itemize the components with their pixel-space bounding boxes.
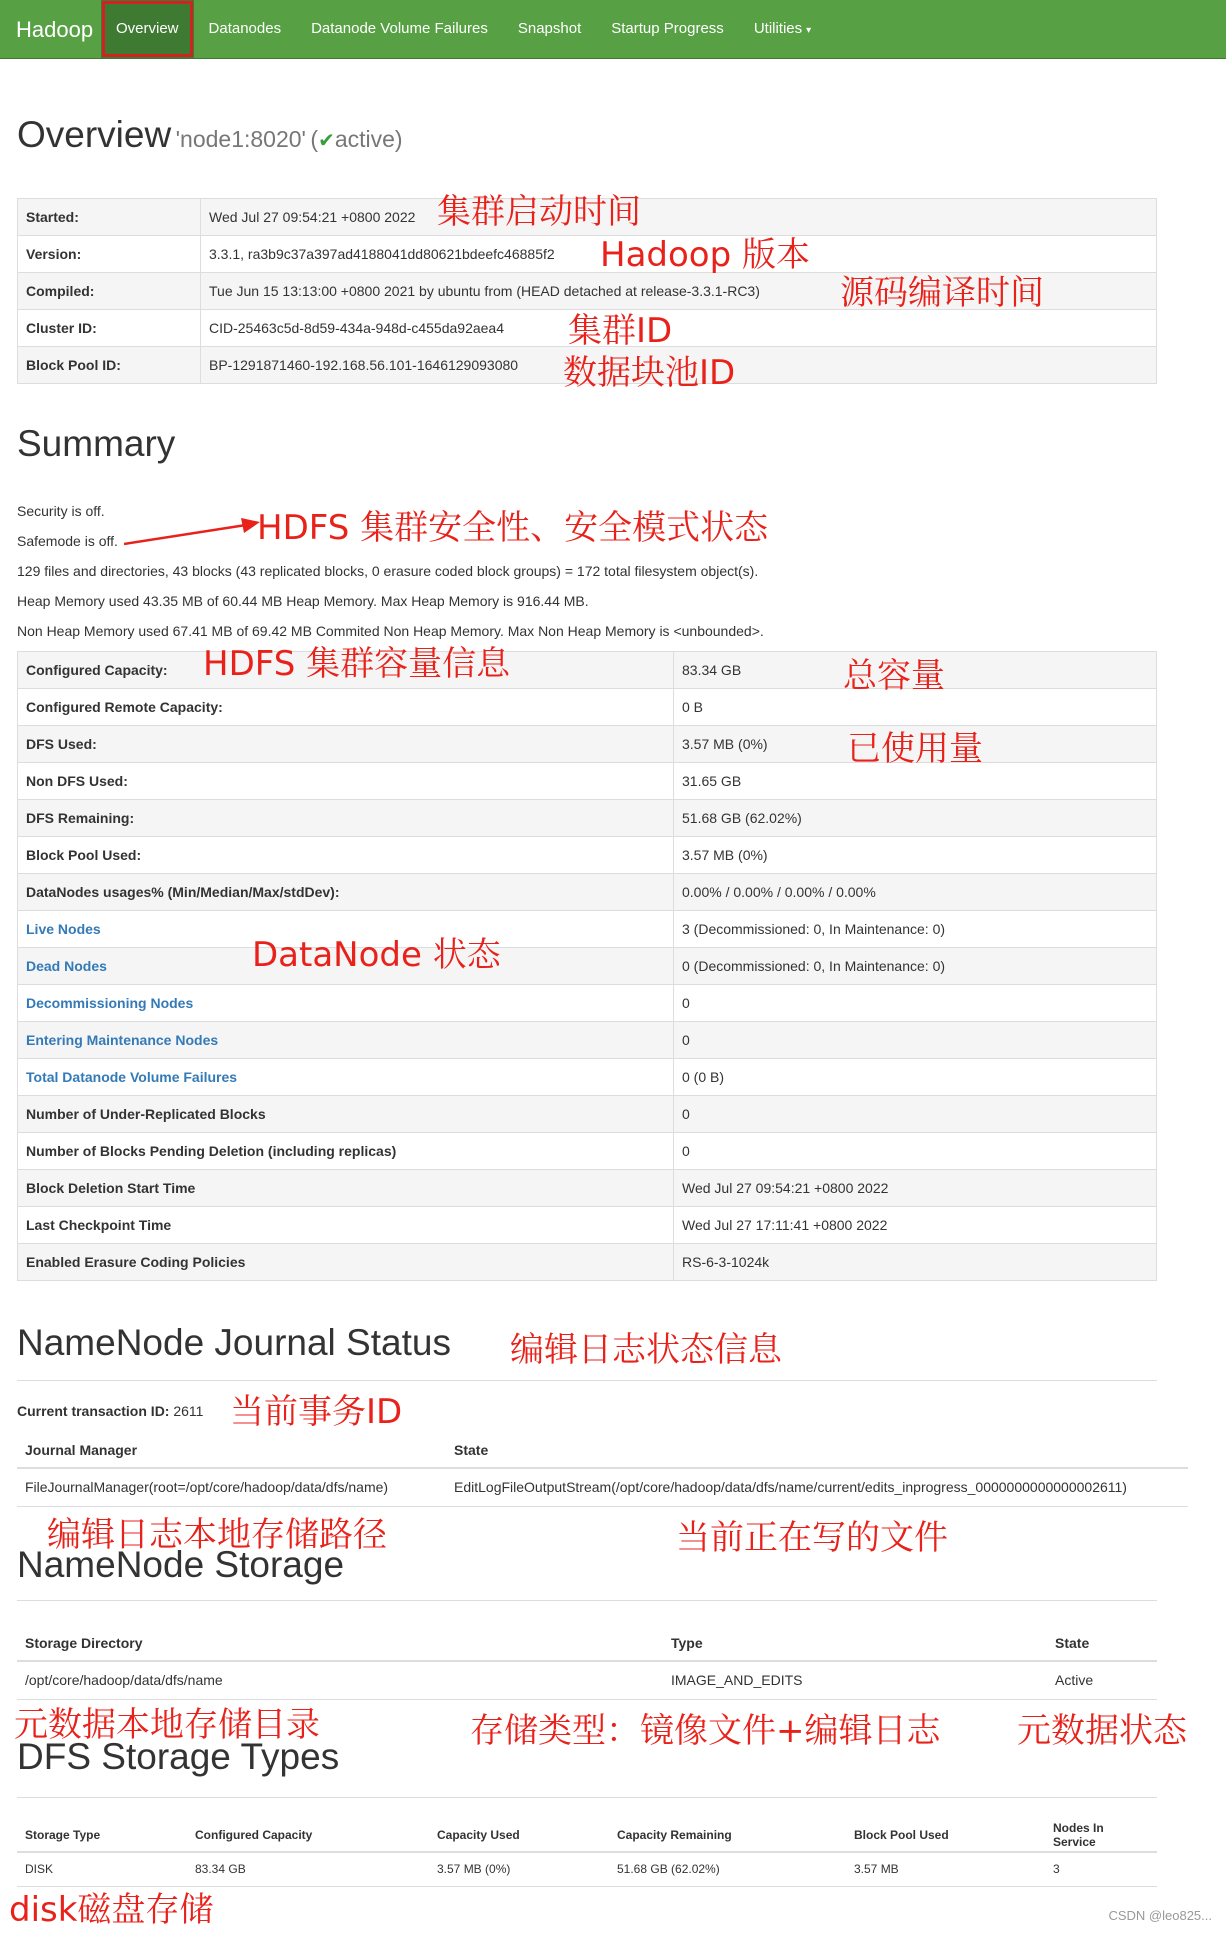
storage-table <box>17 1625 1157 1700</box>
annotation-storage-type: 存储类型：镜像文件+编辑日志 <box>470 1711 941 1751</box>
col-block-pool-used: Block Pool Used <box>854 1827 949 1842</box>
tab-overview[interactable]: Overview <box>101 0 194 58</box>
row-value: 0 (Decommissioned: 0, In Maintenance: 0) <box>674 948 1157 985</box>
row-value: RS-6-3-1024k <box>674 1244 1157 1281</box>
table-row <box>18 1170 1157 1207</box>
row-label: Number of Under-Replicated Blocks <box>18 1096 674 1133</box>
row-label: DFS Used: <box>18 726 674 763</box>
security-status: Security is off. <box>17 503 105 519</box>
storage-type-cell: IMAGE_AND_EDITS <box>671 1672 803 1689</box>
table-row <box>18 1096 1157 1133</box>
annotation-journal: 编辑日志状态信息 <box>510 1330 782 1370</box>
row-label: DFS Remaining: <box>18 800 674 837</box>
tab-startup-progress[interactable]: Startup Progress <box>611 20 724 37</box>
row-value: BP-1291871460-192.168.56.101-1646129093080 <box>201 347 1157 384</box>
arrow-icon <box>124 515 264 549</box>
node-status: active) <box>334 126 403 152</box>
annotation-started: 集群启动时间 <box>437 192 641 232</box>
col-storage-directory: Storage Directory <box>25 1634 143 1651</box>
row-label[interactable]: Dead Nodes <box>18 948 674 985</box>
row-value: 3.57 MB (0%) <box>674 837 1157 874</box>
row-label: Enabled Erasure Coding Policies <box>18 1244 674 1281</box>
row-value: 3 (Decommissioned: 0, In Maintenance: 0) <box>674 911 1157 948</box>
block-pool-used-cell: 3.57 MB <box>854 1862 899 1877</box>
row-label[interactable]: Decommissioning Nodes <box>18 985 674 1022</box>
current-transaction <box>17 1403 203 1419</box>
status-open: ( <box>310 126 319 152</box>
heap-memory: Heap Memory used 43.35 MB of 60.44 MB Heap Memory. Max Heap Memory is 916.44 MB. <box>17 593 589 609</box>
row-label: Cluster ID: <box>18 310 201 347</box>
col-type: Type <box>671 1634 703 1651</box>
row-label: Configured Capacity: <box>18 652 674 689</box>
storage-state-cell: Active <box>1055 1672 1094 1689</box>
table-row <box>18 1207 1157 1244</box>
node-address: 'node1:8020' <box>175 126 306 152</box>
row-label: Non DFS Used: <box>18 763 674 800</box>
annotation-current-file: 当前正在写的文件 <box>676 1518 948 1558</box>
table-row <box>18 837 1157 874</box>
annotation-journal-path: 编辑日志本地存储路径 <box>47 1515 387 1555</box>
annotation-compiled: 源码编译时间 <box>840 273 1044 313</box>
navbar <box>0 0 1226 59</box>
col-state: State <box>1055 1634 1090 1651</box>
chevron-down-icon: ▾ <box>806 25 812 36</box>
tab-datanode-volume-failures[interactable]: Datanode Volume Failures <box>311 20 488 37</box>
col-configured-capacity: Configured Capacity <box>195 1827 313 1842</box>
row-value: Wed Jul 27 09:54:21 +0800 2022 <box>201 199 1157 236</box>
divider <box>17 1797 1157 1798</box>
safemode-status: Safemode is off. <box>17 533 118 549</box>
row-label: Block Deletion Start Time <box>18 1170 674 1207</box>
journal-title: NameNode Journal Status <box>17 1322 451 1363</box>
row-value: 0 <box>674 985 1157 1022</box>
row-value: CID-25463c5d-8d59-434a-948d-c455da92aea4 <box>201 310 1157 347</box>
annotation-datanode: DataNode 状态 <box>252 935 501 975</box>
capacity-used-cell: 3.57 MB (0%) <box>437 1862 511 1877</box>
col-journal-manager: Journal Manager <box>25 1441 138 1458</box>
row-label[interactable]: Live Nodes <box>18 911 674 948</box>
brand-logo[interactable]: Hadoop <box>16 17 94 42</box>
nav-menu <box>101 0 826 58</box>
annotation-total: 总容量 <box>843 656 945 696</box>
table-row <box>18 689 1157 726</box>
row-label[interactable]: Entering Maintenance Nodes <box>18 1022 674 1059</box>
annotation-disk: disk磁盘存储 <box>9 1890 214 1930</box>
annotation-txid: 当前事务ID <box>230 1392 403 1432</box>
annotation-used: 已使用量 <box>847 729 983 769</box>
col-storage-type: Storage Type <box>25 1827 101 1842</box>
row-value: Wed Jul 27 09:54:21 +0800 2022 <box>674 1170 1157 1207</box>
nodes-in-service-cell: 3 <box>1053 1862 1060 1877</box>
txid-value: 2611 <box>173 1403 204 1419</box>
journal-manager-cell: FileJournalManager(root=/opt/core/hadoop/data/dfs/name) <box>25 1479 389 1496</box>
annotation-version: Hadoop 版本 <box>600 235 810 275</box>
overview-header <box>17 114 403 156</box>
non-heap-memory: Non Heap Memory used 67.41 MB of 69.42 MB Commited Non Heap Memory. Max Non Heap Memory is <unbounded>. <box>17 623 764 639</box>
txid-label: Current transaction ID: <box>17 1403 170 1419</box>
check-icon: ✔ <box>318 130 335 152</box>
row-value: 83.34 GB <box>674 652 1157 689</box>
filesystem-objects: 129 files and directories, 43 blocks (43 replicated blocks, 0 erasure coded block groups) = 172 total filesystem object(s). <box>17 563 759 579</box>
row-label: Configured Remote Capacity: <box>18 689 674 726</box>
row-label: Last Checkpoint Time <box>18 1207 674 1244</box>
row-value: 0 <box>674 1133 1157 1170</box>
table-row <box>18 652 1157 689</box>
annotation-block-pool-id: 数据块池ID <box>563 353 736 393</box>
storage-types-table <box>17 1818 1157 1887</box>
divider <box>17 1600 1157 1601</box>
storage-type-cell: DISK <box>25 1862 54 1877</box>
storage-types-title: DFS Storage Types <box>17 1736 340 1777</box>
tab-snapshot[interactable]: Snapshot <box>517 20 582 37</box>
row-value: 0 B <box>674 689 1157 726</box>
row-value: 0 <box>674 1022 1157 1059</box>
table-row <box>18 911 1157 948</box>
annotation-metadata-state: 元数据状态 <box>1017 1711 1187 1751</box>
journal-table <box>17 1432 1188 1507</box>
row-value: 3.3.1, ra3b9c37a397ad4188041dd80621bdeefc46885f2 <box>201 236 1157 273</box>
tab-datanodes[interactable]: Datanodes <box>208 20 282 37</box>
storage-directory-cell: /opt/core/hadoop/data/dfs/name <box>25 1672 223 1689</box>
annotation-capacity: HDFS 集群容量信息 <box>203 644 511 684</box>
divider <box>17 1380 1157 1381</box>
table-row <box>18 800 1157 837</box>
col-capacity-used: Capacity Used <box>437 1827 520 1842</box>
page-title: Overview <box>17 114 172 155</box>
row-value: 3.57 MB (0%) <box>674 726 1157 763</box>
row-value: 31.65 GB <box>674 763 1157 800</box>
row-value: Tue Jun 15 13:13:00 +0800 2021 by ubuntu from (HEAD detached at release-3.3.1-RC3) <box>201 273 1157 310</box>
row-value: 51.68 GB (62.02%) <box>674 800 1157 837</box>
configured-capacity-cell: 83.34 GB <box>195 1862 246 1877</box>
table-row <box>18 726 1157 763</box>
row-label: Started: <box>18 199 201 236</box>
row-label: Version: <box>18 236 201 273</box>
row-label[interactable]: Total Datanode Volume Failures <box>18 1059 674 1096</box>
row-label: Block Pool ID: <box>18 347 201 384</box>
tab-utilities-label: Utilities <box>753 20 803 37</box>
row-value: 0 <box>674 1096 1157 1133</box>
row-label: Number of Blocks Pending Deletion (including replicas) <box>18 1133 674 1170</box>
watermark: CSDN @leo825... <box>1108 1908 1212 1923</box>
table-row <box>18 1133 1157 1170</box>
annotation-security: HDFS 集群安全性、安全模式状态 <box>257 508 769 548</box>
table-row <box>18 763 1157 800</box>
annotation-storage-dir: 元数据本地存储目录 <box>14 1705 320 1745</box>
table-row <box>18 1059 1157 1096</box>
row-value: 0 (0 B) <box>674 1059 1157 1096</box>
table-row <box>18 1244 1157 1281</box>
row-label: Block Pool Used: <box>18 837 674 874</box>
table-row <box>18 874 1157 911</box>
table-row <box>18 985 1157 1022</box>
summary-title: Summary <box>17 423 176 464</box>
storage-title: NameNode Storage <box>17 1544 345 1585</box>
row-label: Compiled: <box>18 273 201 310</box>
row-value: 0.00% / 0.00% / 0.00% / 0.00% <box>674 874 1157 911</box>
col-state: State <box>454 1441 489 1458</box>
tab-utilities[interactable] <box>739 0 826 58</box>
row-label: DataNodes usages% (Min/Median/Max/stdDev): <box>18 874 674 911</box>
col-nodes-in-service: Nodes In Service <box>1053 1820 1104 1849</box>
summary-table <box>17 651 1157 1281</box>
table-row <box>18 1022 1157 1059</box>
journal-state-cell: EditLogFileOutputStream(/opt/core/hadoop/data/dfs/name/current/edits_inprogress_0000000000000002611) <box>454 1479 1127 1496</box>
annotation-cluster-id: 集群ID <box>568 311 673 351</box>
col-capacity-remaining: Capacity Remaining <box>617 1827 732 1842</box>
row-value: Wed Jul 27 17:11:41 +0800 2022 <box>674 1207 1157 1244</box>
table-row <box>18 948 1157 985</box>
capacity-remaining-cell: 51.68 GB (62.02%) <box>617 1862 720 1877</box>
